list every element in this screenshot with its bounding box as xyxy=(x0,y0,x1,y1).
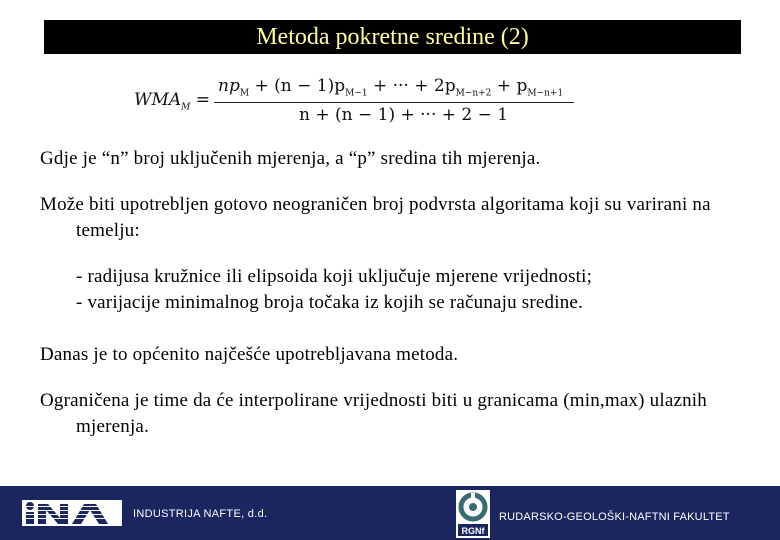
slide-body xyxy=(40,146,760,440)
svg-text:RGNf: RGNf xyxy=(461,526,485,536)
bullet-min-points: - varijacije minimalnog broja točaka iz kojih se računaju sredine. xyxy=(76,292,584,313)
paragraph-definition: Gdje je “n” broj uključenih mjerenja, a “p” sredina tih mjerenja. xyxy=(40,148,541,169)
paragraph-limitation: Ograničena je time da će interpolirane vrijednosti biti u granicama (min,max) ulaznih mjerenja. xyxy=(40,390,707,437)
slide-title: Metoda pokretne sredine (2) xyxy=(44,20,741,54)
formula-denominator: n + (n − 1) + ··· + 2 − 1 xyxy=(299,105,509,125)
footer-faculty-name: RUDARSKO-GEOLOŠKI-NAFTNI FAKULTET xyxy=(499,511,730,523)
rgn-logo xyxy=(456,490,490,538)
paragraph-variants: Može biti upotrebljen gotovo neograničen broj podvrsta algoritama koji su varirani na temelju: xyxy=(40,194,711,241)
paragraph-common-method: Danas je to općenito najčešće upotrebljavana metoda. xyxy=(40,344,459,365)
ina-logo xyxy=(22,500,122,526)
wma-formula xyxy=(134,76,584,130)
footer-company-name: INDUSTRIJA NAFTE, d.d. xyxy=(133,508,268,520)
formula-numerator: $np_M + (n - 1)p_{M-1}$ + ··· + $2p_{M-n+2} + p_{M-n+1}$ xyxy=(218,76,564,99)
formula-lhs: $WMA_M$ = xyxy=(134,90,211,113)
fraction-line xyxy=(214,102,574,103)
footer-bar xyxy=(0,486,780,540)
bullet-radius: - radijusa kružnice ili elipsoida koji uključuje mjerene vrijednosti; xyxy=(76,266,593,287)
